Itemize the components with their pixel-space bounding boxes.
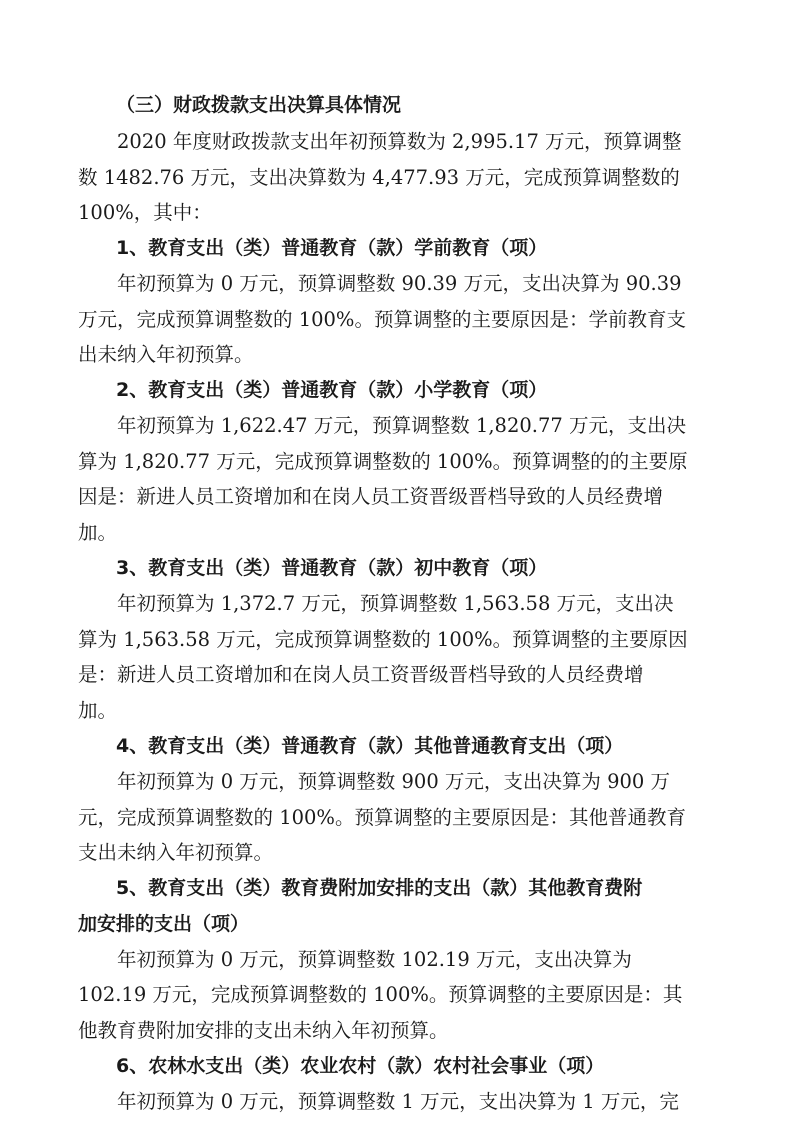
item-4-body-1: 年初预算为 0 万元，预算调整数 900 万元，支出决算为 900 万 (117, 770, 671, 793)
item-body-line (0, 1086, 793, 1118)
item-4-body-3: 支出未纳入年初预算。 (78, 841, 274, 864)
item-body-line (0, 802, 793, 834)
item-body-line (0, 446, 793, 478)
item-4-body-2: 元，完成预算调整数的 100%。预算调整的主要原因是：其他普通教育 (78, 806, 686, 829)
item-5-heading-2: 加安排的支出（项） (78, 913, 250, 935)
item-body-line (0, 624, 793, 656)
intro-line (0, 162, 793, 194)
item-3-body-3: 是：新进人员工资增加和在岗人员工资晋级晋档导致的人员经费增 (78, 663, 644, 686)
item-2-heading: 2、教育支出（类）普通教育（款）小学教育（项） (116, 379, 548, 401)
item-5-heading-1: 5、教育支出（类）教育费附加安排的支出（款）其他教育费附 (116, 877, 643, 899)
intro-line (0, 197, 793, 229)
item-body-line (0, 979, 793, 1011)
intro-line-2: 数 1482.76 万元，支出决算数为 4,477.93 万元，完成预算调整数的 (78, 166, 680, 189)
item-body-line (0, 410, 793, 442)
item-body-line (0, 695, 793, 727)
item-2-body-4: 加。 (78, 521, 118, 544)
item-heading (0, 908, 793, 940)
intro-line-3: 100%，其中： (78, 201, 212, 224)
item-1-body-1: 年初预算为 0 万元，预算调整数 90.39 万元，支出决算为 90.39 (117, 272, 682, 295)
item-body-line (0, 339, 793, 371)
item-body-line (0, 304, 793, 336)
item-heading (0, 872, 793, 904)
item-body-line (0, 481, 793, 513)
item-body-line (0, 659, 793, 691)
item-5-body-1: 年初预算为 0 万元，预算调整数 102.19 万元，支出决算为 (117, 948, 632, 971)
item-body-line (0, 766, 793, 798)
item-6-body-1: 年初预算为 0 万元，预算调整数 1 万元，支出决算为 1 万元，完 (117, 1090, 679, 1113)
item-heading (0, 1050, 793, 1082)
item-5-body-2: 102.19 万元，完成预算调整数的 100%。预算调整的主要原因是：其 (78, 983, 683, 1006)
item-body-line (0, 837, 793, 869)
item-2-body-2: 算为 1,820.77 万元，完成预算调整数的 100%。预算调整的的主要原 (78, 450, 688, 473)
item-3-body-2: 算为 1,563.58 万元，完成预算调整数的 100%。预算调整的主要原因 (78, 628, 688, 651)
item-body-line (0, 588, 793, 620)
item-1-heading: 1、教育支出（类）普通教育（款）学前教育（项） (116, 237, 548, 259)
item-1-body-3: 出未纳入年初预算。 (78, 343, 254, 366)
item-heading (0, 374, 793, 406)
item-body-line (0, 944, 793, 976)
intro-line-1: 2020 年度财政拨款支出年初预算数为 2,995.17 万元，预算调整 (117, 130, 682, 153)
intro-line (0, 126, 793, 158)
item-4-heading: 4、教育支出（类）普通教育（款）其他普通教育支出（项） (116, 735, 624, 757)
item-6-heading: 6、农林水支出（类）农业农村（款）农村社会事业（项） (116, 1055, 605, 1077)
item-heading (0, 730, 793, 762)
section-title-text: （三）财政拨款支出决算具体情况 (116, 94, 402, 116)
item-heading (0, 232, 793, 264)
item-5-body-3: 他教育费附加安排的支出未纳入年初预算。 (78, 1019, 449, 1042)
item-2-body-1: 年初预算为 1,622.47 万元，预算调整数 1,820.77 万元，支出决 (117, 414, 686, 437)
item-body-line (0, 517, 793, 549)
item-3-body-1: 年初预算为 1,372.7 万元，预算调整数 1,563.58 万元，支出决 (117, 592, 674, 615)
item-2-body-3: 因是：新进人员工资增加和在岗人员工资晋级晋档导致的人员经费增 (78, 485, 664, 508)
item-body-line (0, 268, 793, 300)
item-body-line (0, 1015, 793, 1047)
section-title (0, 89, 793, 121)
item-3-body-4: 加。 (78, 699, 118, 722)
item-1-body-2: 万元，完成预算调整数的 100%。预算调整的主要原因是：学前教育支 (78, 308, 686, 331)
item-heading (0, 552, 793, 584)
item-3-heading: 3、教育支出（类）普通教育（款）初中教育（项） (116, 557, 548, 579)
